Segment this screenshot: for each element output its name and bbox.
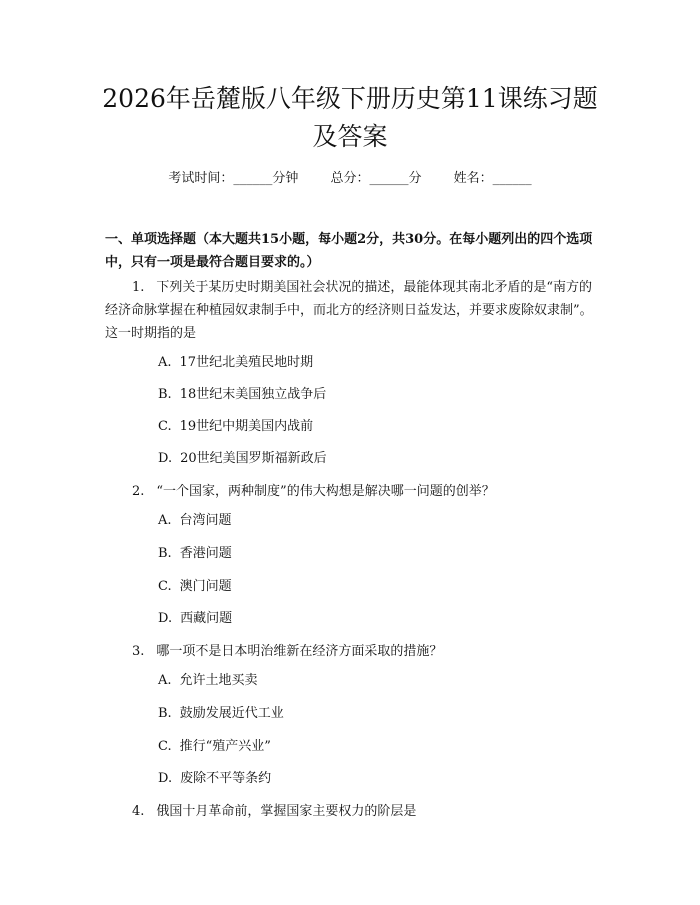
option-text: 鼓励发展近代工业 <box>179 706 284 721</box>
option-letter: A. <box>158 355 172 370</box>
option-text: 澳门问题 <box>179 579 232 594</box>
question-1-option-a <box>158 354 578 372</box>
option-letter: A. <box>158 513 172 528</box>
option-letter: C. <box>158 419 172 434</box>
option-letter: B. <box>158 706 172 721</box>
document-title: 2026年岳麓版八年级下册历史第11课练习题及答案 <box>102 84 598 151</box>
option-letter: B. <box>158 546 172 561</box>
option-text: 香港问题 <box>179 546 232 561</box>
option-text: 推行“殖产兴业” <box>179 739 271 754</box>
option-text: 废除不平等条约 <box>180 771 272 786</box>
question-text: 俄国十月革命前，掌握国家主要权力的阶层是 <box>156 804 417 819</box>
option-letter: D. <box>158 771 173 786</box>
question-number: 3. <box>132 644 145 659</box>
option-letter: D. <box>158 451 173 466</box>
question-text: 哪一项不是日本明治维新在经济方面采取的措施？ <box>156 644 443 659</box>
option-text: 18世纪末美国独立战争后 <box>179 387 327 402</box>
option-letter: B. <box>158 387 172 402</box>
option-letter: C. <box>158 579 172 594</box>
question-4 <box>105 800 605 823</box>
option-text: 19世纪中期美国内战前 <box>179 419 314 434</box>
question-1 <box>105 276 605 345</box>
question-2-option-c <box>158 578 578 596</box>
question-number: 1. <box>132 280 145 295</box>
option-text: 20世纪美国罗斯福新政后 <box>180 451 327 466</box>
question-3-option-d <box>158 770 578 788</box>
exam-time: 考试时间：______分钟 <box>168 171 299 186</box>
question-2-option-d <box>158 610 578 628</box>
question-3-option-b <box>158 705 578 723</box>
question-2-option-b <box>158 545 578 563</box>
question-3-option-c <box>158 738 578 756</box>
section-heading: 一、单项选择题（本大题共15小题，每小题2分，共30分。在每小题列出的四个选项中，只有一项是最符合题目要求的。） <box>105 232 593 270</box>
option-text: 17世纪北美殖民地时期 <box>179 355 314 370</box>
option-text: 西藏问题 <box>180 611 233 626</box>
question-1-option-c <box>158 418 578 436</box>
question-3 <box>105 640 605 663</box>
exam-name: 姓名：______ <box>453 171 532 186</box>
question-number: 2. <box>132 484 145 499</box>
question-number: 4. <box>132 804 145 819</box>
question-2 <box>105 480 605 503</box>
question-1-option-d <box>158 450 578 468</box>
question-1-option-b <box>158 386 578 404</box>
question-2-option-a <box>158 512 578 530</box>
question-text: “一个国家，两种制度”的伟大构想是解决哪一问题的创举？ <box>156 484 495 499</box>
option-letter: A. <box>158 673 172 688</box>
option-text: 台湾问题 <box>179 513 232 528</box>
question-text: 下列关于某历史时期美国社会状况的描述，最能体现其南北矛盾的是“南方的经济命脉掌握在种植园奴隶制手中，而北方的经济则日益发达，并要求废除奴隶制”。这一时期指的是 <box>105 280 593 341</box>
option-letter: D. <box>158 611 173 626</box>
question-3-option-a <box>158 672 578 690</box>
option-text: 允许土地买卖 <box>179 673 258 688</box>
exam-info <box>0 170 700 188</box>
exam-score: 总分：______分 <box>330 171 422 186</box>
option-letter: C. <box>158 739 172 754</box>
